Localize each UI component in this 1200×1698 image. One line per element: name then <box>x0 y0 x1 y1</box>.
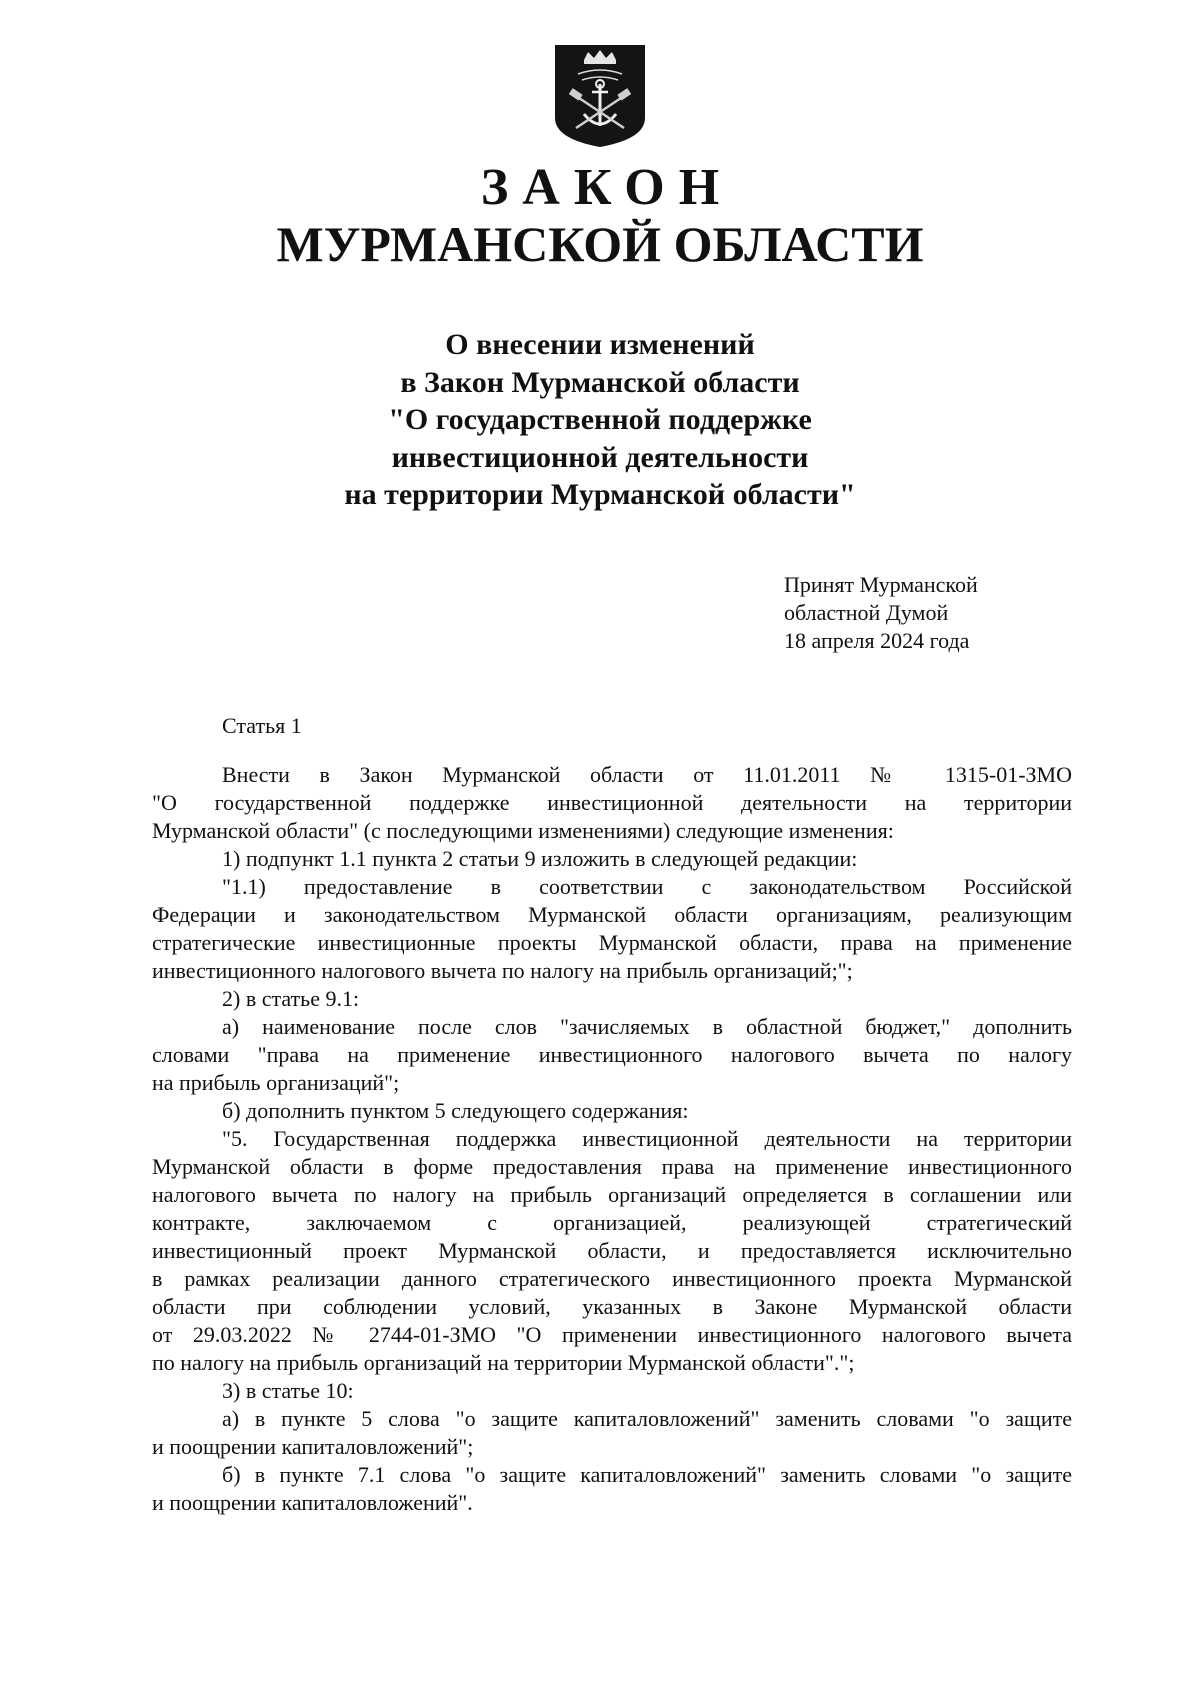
adoption-line: Принят Мурманской <box>784 572 978 597</box>
body-line: контракте, заключаемом с организацией, реализующей стратегический <box>152 1210 1072 1235</box>
body-line: инвестиционного налогового вычета по налогу на прибыль организаций;"; <box>152 958 853 983</box>
body-line: по налогу на прибыль организаций на территории Мурманской области"."; <box>152 1350 855 1375</box>
body-line: инвестиционный проект Мурманской области, и предоставляется исключительно <box>152 1238 1072 1263</box>
body-line: б) дополнить пунктом 5 следующего содержания: <box>222 1098 689 1123</box>
body-line: а) в пункте 5 слова "о защите капиталовложений" заменить словами "о защите <box>222 1406 1072 1431</box>
subject-line: О внесении изменений <box>445 328 755 361</box>
body-line: Мурманской области в форме предоставления права на применение инвестиционного <box>152 1154 1072 1179</box>
law-region-title: МУРМАНСКОЙ ОБЛАСТИ <box>276 216 924 272</box>
body-line: и поощрении капиталовложений"; <box>152 1434 474 1459</box>
body-line: от 29.03.2022 № 2744-01-ЗМО "О применении инвестиционного налогового вычета <box>152 1322 1072 1347</box>
body-line: 2) в статье 9.1: <box>222 986 360 1011</box>
body-line: области при соблюдении условий, указанных в Законе Мурманской области <box>152 1294 1072 1319</box>
body-line: б) в пункте 7.1 слова "о защите капиталовложений" заменить словами "о защите <box>222 1462 1072 1487</box>
body-line: стратегические инвестиционные проекты Мурманской области, права на применение <box>152 930 1072 955</box>
body-line: "1.1) предоставление в соответствии с законодательством Российской <box>222 874 1072 899</box>
body-line: в рамках реализации данного стратегического инвестиционного проекта Мурманской <box>152 1266 1072 1291</box>
adoption-note <box>784 571 978 655</box>
subject-line: на территории Мурманской области" <box>344 478 856 511</box>
body-line: 3) в статье 10: <box>222 1378 354 1403</box>
body-line: словами "права на применение инвестиционного налогового вычета по налогу <box>152 1042 1072 1067</box>
subject-line: в Закон Мурманской области <box>400 365 800 399</box>
adoption-date: 18 апреля 2024 года <box>784 628 970 653</box>
body-line: Внести в Закон Мурманской области от 11.01.2011 № 1315-01-ЗМО <box>222 762 1072 787</box>
subject-line: "О государственной поддержке <box>388 403 812 436</box>
body-line: и поощрении капиталовложений". <box>152 1490 473 1515</box>
article-heading: Статья 1 <box>222 713 302 738</box>
article-body <box>152 761 1072 1517</box>
body-line: Федерации и законодательством Мурманской области организациям, реализующим <box>152 902 1072 927</box>
body-line: "5. Государственная поддержка инвестиционной деятельности на территории <box>222 1126 1072 1151</box>
adoption-line: областной Думой <box>784 600 949 625</box>
body-line: 1) подпункт 1.1 пункта 2 статьи 9 изложить в следующей редакции: <box>222 846 858 871</box>
body-line: на прибыль организаций"; <box>152 1070 400 1095</box>
subject-line: инвестиционной деятельности <box>391 440 809 474</box>
body-line: Мурманской области" (с последующими изменениями) следующие изменения: <box>152 818 894 843</box>
body-line: налогового вычета по налогу на прибыль организаций определяется в соглашении или <box>152 1182 1072 1207</box>
body-line: "О государственной поддержке инвестиционной деятельности на территории <box>152 790 1072 815</box>
coat-of-arms-icon <box>554 44 646 148</box>
law-title: ЗАКОН <box>480 159 734 216</box>
body-line: а) наименование после слов "зачисляемых в областной бюджет," дополнить <box>222 1014 1072 1039</box>
law-subject <box>0 326 1200 514</box>
